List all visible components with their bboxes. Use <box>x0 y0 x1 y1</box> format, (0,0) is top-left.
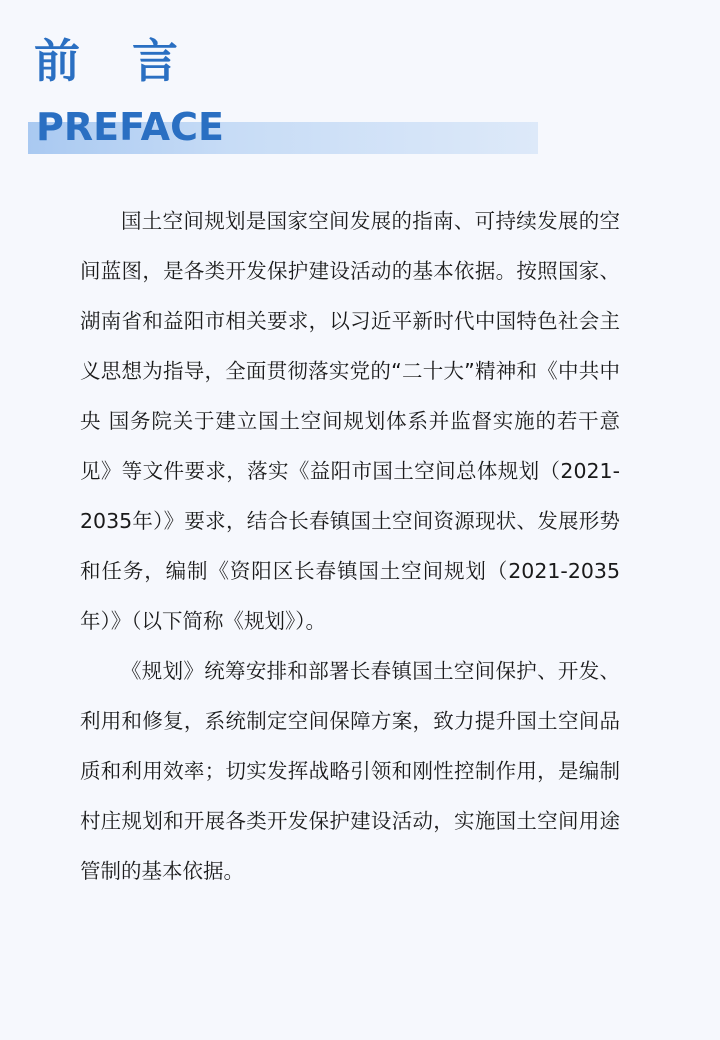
paragraph: 《规划》统筹安排和部署长春镇国土空间保护、开发、利用和修复，系统制定空间保障方案，致力提升国土空间品质和利用效率；切实发挥战略引领和刚性控制作用，是编制村庄规划和开展各类开发保护建设活动，实施国土空间用途管制的基本依据。 <box>80 659 620 883</box>
preface-body <box>80 196 620 896</box>
page-subtitle: PREFACE <box>36 105 224 149</box>
paragraph: 国土空间规划是国家空间发展的指南、可持续发展的空间蓝图，是各类开发保护建设活动的基本依据。按照国家、湖南省和益阳市相关要求，以习近平新时代中国特色社会主义思想为指导，全面贯彻落实党的“二十大”精神和《中共中央 国务院关于建立国土空间规划体系并监督实施的若干意见》等文件要求，落实《益阳市国土空间总体规划（2021-2035年）》要求，结合长春镇国土空间资源现状、发展形势和任务，编制《资阳区长春镇国土空间规划（2021-2035年）》（以下简称《规划》）。 <box>80 209 620 633</box>
page-title: 前 言 <box>34 34 197 88</box>
